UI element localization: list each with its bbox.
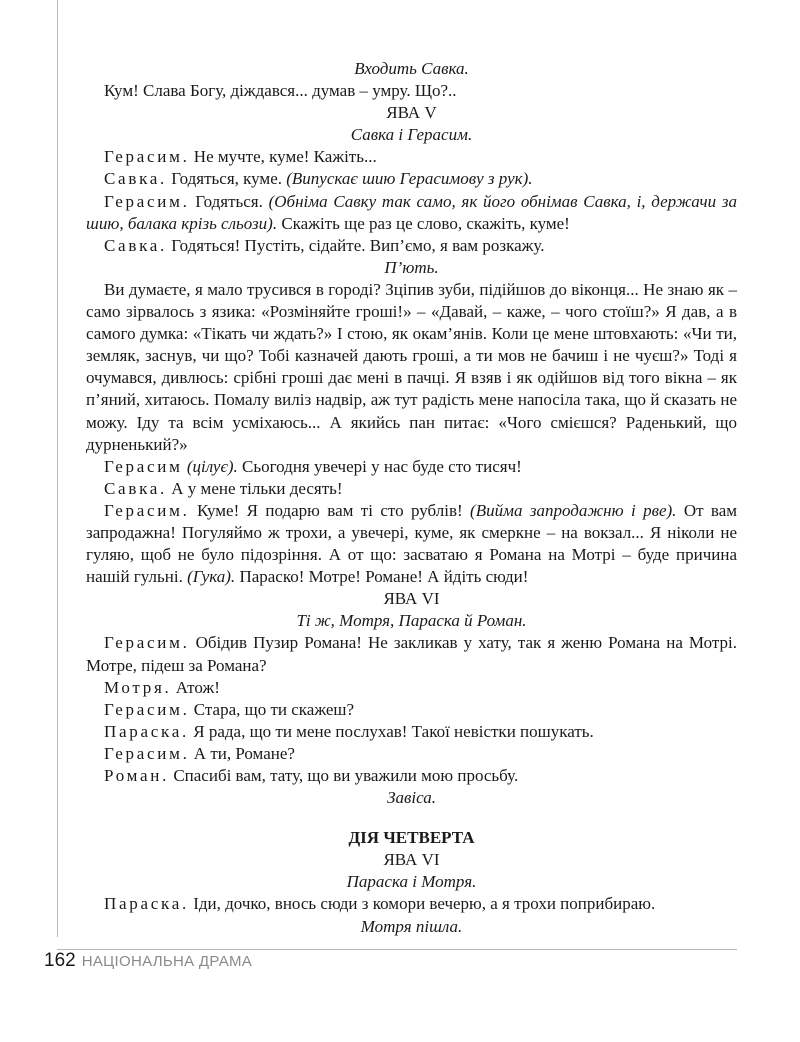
dialogue-line [86,146,737,168]
speaker-name: Савка. [104,478,168,498]
stage-direction: Входить Савка. [354,59,469,78]
dialogue-line [86,893,737,915]
dialogue-text: Не мучте, куме! Кажіть... [193,147,377,167]
dialogue-line [86,765,737,787]
scene-heading: ЯВА V [386,103,437,123]
dialogue-line [86,168,737,190]
page-number: 162 [44,950,76,971]
dialogue-text: Годяться! Пустіть, сідайте. Вип’ємо, я вам розкажу. [171,235,545,255]
dialogue-text: Кум! Слава Богу, діждався... думав – умру. Що?.. [104,81,457,101]
dialogue-line [86,743,737,765]
dialogue-text: Сьогодня увечері у нас буде сто тисяч! [242,456,522,476]
dialogue-text: Ви думаєте, я мало трусився в городі? Зціпив зуби, підійшов до віконця... Не знаю як – само зірвалось з язика: «Розміняйте гроші!» – «Давай, – каже, – чого стоїш?» Я дав, а в самого думка: «Тікать чи ждать?» І стою, як окам’янів. Коли це мене штовхають: «Чи ти, земляк, заснув, чи що? Тобі казначей дають гроші, а ти мов не бачиш і не чуєш?» Тоді я очумався, дивлюсь: срібні гроші дає мені в пачці. Я взяв і як одійшов від того вікна – як п’яний, хитаюсь. Помалу виліз надвір, аж тут радість мене напосіла така, що й сказать не можу. Іду та всім усміхаюсь... А якийсь пан питає: «Чого смієшся? Раденький, що дурненький?» [86,279,737,454]
scene-characters: Параска і Мотря. [346,872,477,892]
stage-direction: Мотря пішла. [360,916,463,936]
dialogue-line [86,235,737,257]
dialogue-text: Стара, що ти скажеш? [193,699,355,719]
speaker-name: Параска. [104,894,189,914]
page-footer [44,950,252,972]
scene-characters: Ті ж, Мотря, Параска й Роман. [296,611,527,631]
page-body [86,58,737,938]
dialogue-line [86,500,737,588]
speaker-name: Савка. [104,169,168,189]
dialogue-text: Я рада, що ти мене послухав! Такої невістки пошукать. [193,721,594,741]
dialogue-text: Годяться. [195,191,263,211]
speaker-name: Савка. [104,235,168,255]
dialogue-line [86,80,737,102]
dialogue-line [86,699,737,721]
dialogue-line [86,279,737,456]
speaker-name: Герасим. [104,633,190,653]
speaker-name: Герасим. [104,191,190,211]
dialogue-line [86,632,737,676]
dialogue-line [86,721,737,743]
stage-direction: (Обніма Савку так само, як його обнімав Савка, і, держачи за шию, балака крізь сльози). [86,191,738,233]
dialogue-text: Скажіть ще раз це слово, скажіть, куме! [281,213,570,233]
dialogue-text: А ти, Романе? [193,743,295,763]
dialogue-text: Обідив Пузир Романа! Не закликав у хату, так я женю Романа на Мотрі. Мотре, підеш за Романа? [86,633,738,675]
speaker-name: Роман. [104,766,170,785]
speaker-name: Герасим [104,456,183,476]
scene-characters: Савка і Герасим. [350,125,473,145]
speaker-name: Мотря. [104,677,172,697]
speaker-name: Герасим. [104,743,190,763]
stage-direction: (Гука). [187,567,236,587]
stage-direction: (Вийма запродажню і рве). [470,500,677,520]
dialogue-line [86,677,737,699]
dialogue-line [86,456,737,478]
dialogue-text: Куме! Я подарю вам ті сто рублів! [196,500,463,520]
running-section-title: НАЦІОНАЛЬНА ДРАМА [81,953,253,970]
dialogue-text: Атож! [175,677,220,697]
stage-direction: П’ють. [384,257,439,277]
stage-direction: (Випускає шию Герасимову з рук). [286,169,533,189]
speaker-name: Герасим. [104,147,190,167]
speaker-name: Параска. [104,721,189,741]
speaker-name: Герасим. [104,500,190,520]
dialogue-line [86,478,737,500]
scene-heading: ЯВА VI [383,850,440,870]
dialogue-line [86,191,737,235]
scene-heading: ЯВА VI [383,589,440,609]
stage-direction: (цілує). [186,456,238,476]
dialogue-text: Спасибі вам, тату, що ви уважили мою просьбу. [173,766,519,785]
act-heading: ДІЯ ЧЕТВЕРТА [348,828,475,848]
dialogue-text: А у мене тільки десять! [171,478,343,498]
dialogue-text: Параско! Мотре! Романе! А йдіть сюди! [239,567,529,587]
speaker-name: Герасим. [104,699,190,719]
dialogue-text: От вам запродажна! Погуляймо ж трохи, а увечері, куме, як смеркне – на вокзал... Я ніколи не гуляю, щоб не було підозріння. А от що: засватаю я Романа на Мотрі – буде причина нашій гульні. [86,500,738,587]
dialogue-text: Іди, дочко, внось сюди з комори вечерю, а я трохи поприбираю. [193,894,656,914]
stage-direction: Завіса. [387,788,436,808]
dialogue-text: Годяться, куме. [171,169,282,189]
left-margin-rule [57,0,58,937]
